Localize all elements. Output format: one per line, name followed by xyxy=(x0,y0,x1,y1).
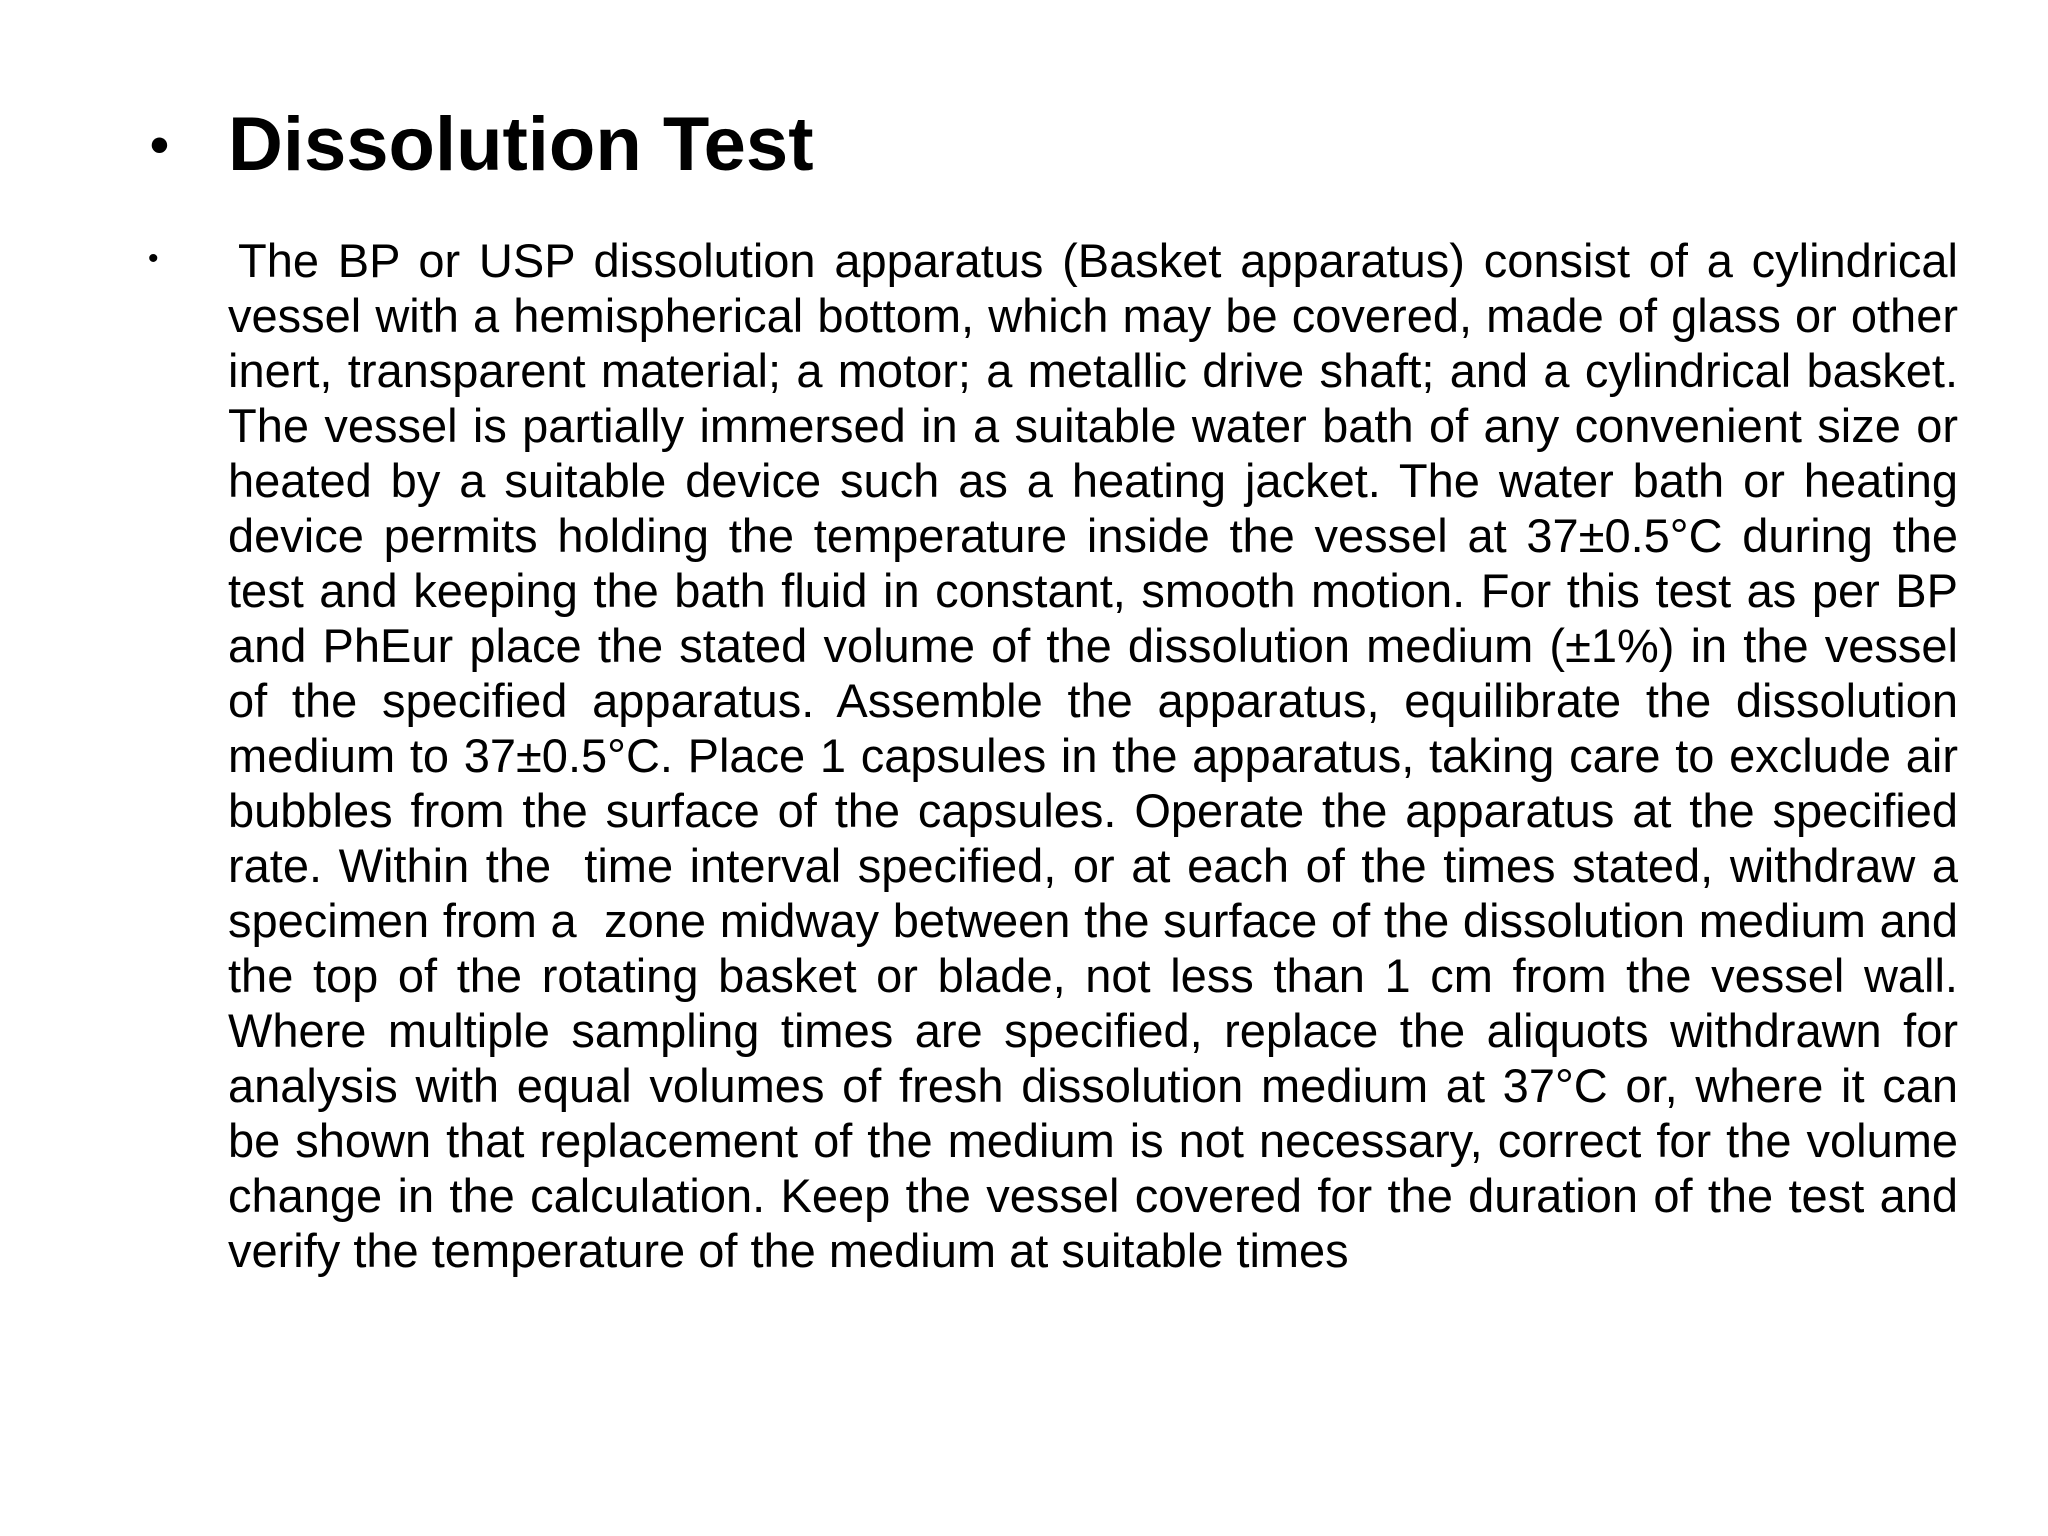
slide-title: Dissolution Test xyxy=(228,102,814,187)
title-bullet: • xyxy=(150,115,169,175)
body-paragraph: The BP or USP dissolution apparatus (Basket apparatus) consist of a cylindrical vessel with a hemispherical bottom, which may be covered, made of glass or other inert, transparent material; a motor; a metallic drive shaft; and a cylindrical basket. The vessel is partially immersed in a suitable water bath of any convenient size or heated by a suitable device such as a heating jacket. The water bath or heating device permits holding the temperature inside the vessel at 37±0.5°C during the test and keeping the bath fluid in constant, smooth motion. For this test as per BP and PhEur place the stated volume of the dissolution medium (±1%) in the vessel of the specified apparatus. Assemble the apparatus, equilibrate the dissolution medium to 37±0.5°C. Place 1 capsules in the apparatus, taking care to exclude air bubbles from the surface of the capsules. Operate the apparatus at the specified rate. Within the time interval specified, or at each of the times stated, withdraw a specimen from a zone midway between the surface of the dissolution medium and the top of the rotating basket or blade, not less than 1 cm from the vessel wall. Where multiple sampling times are specified, replace the aliquots withdrawn for analysis with equal volumes of fresh dissolution medium at 37°C or, where it can be shown that replacement of the medium is not necessary, correct for the volume change in the calculation. Keep the vessel covered for the duration of the test and verify the temperature of the medium at suitable times xyxy=(228,234,1972,1277)
body-bullet: • xyxy=(148,242,159,275)
slide-title-row xyxy=(150,95,814,195)
